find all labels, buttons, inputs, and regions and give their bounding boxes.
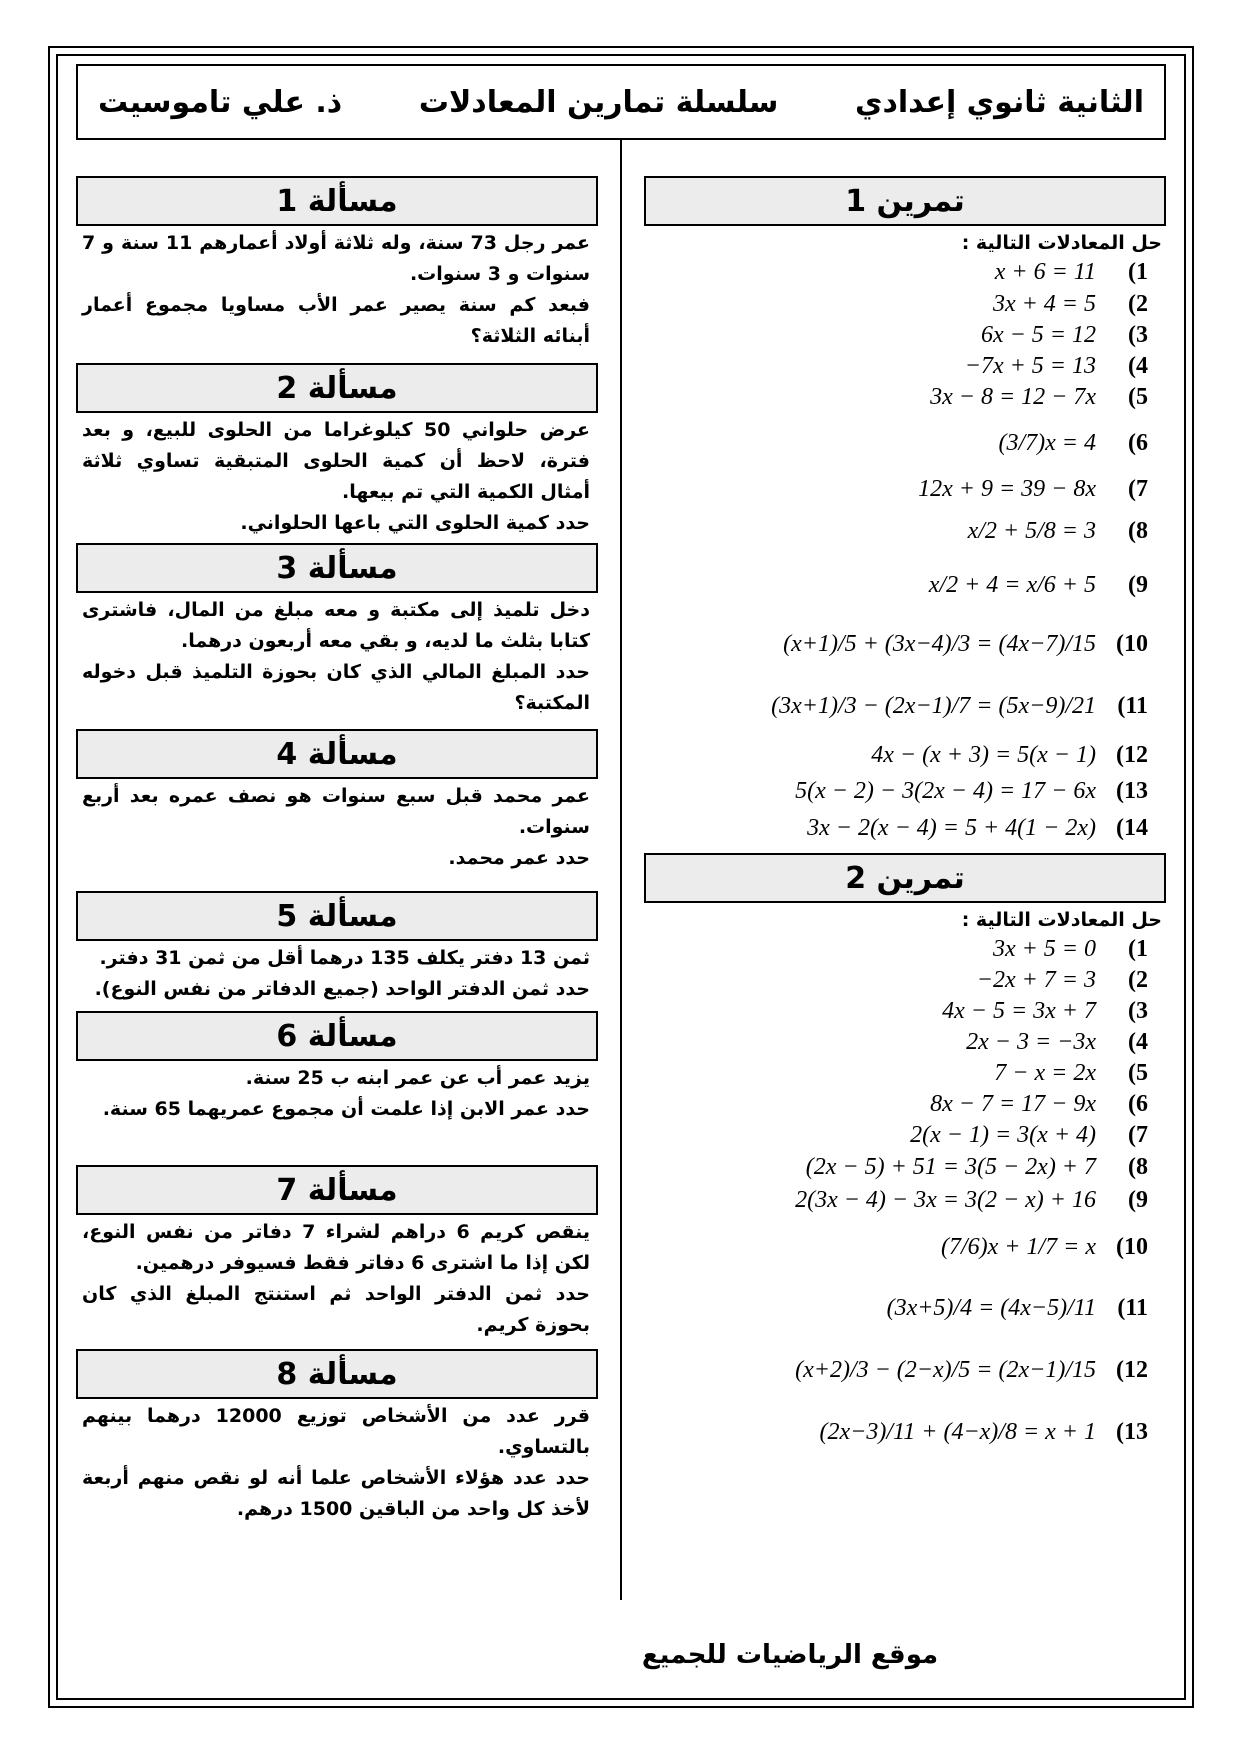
problem-line: حدد ثمن الدفتر الواحد ثم استنتج المبلغ الذي كان بحوزة كريم. bbox=[82, 1283, 590, 1336]
problem-text bbox=[76, 941, 598, 1007]
equation-number: 12) bbox=[1116, 1356, 1148, 1383]
problem-title: مسألة 2 bbox=[76, 363, 598, 413]
equation-number: 5) bbox=[1128, 384, 1148, 410]
equation-item bbox=[644, 473, 1166, 505]
equation-item bbox=[644, 557, 1166, 613]
problem-6 bbox=[76, 1011, 598, 1161]
problem-line: عمر محمد قبل سبع سنوات هو نصف عمره بعد أربع سنوات. bbox=[82, 785, 590, 838]
problem-line: دخل تلميذ إلى مكتبة و معه مبلغ من المال، فاشترى كتابا بثلث ما لديه، و بقي معه أربعون درهما. bbox=[82, 599, 590, 652]
site-footer: موقع الرياضيات للجميع bbox=[641, 1640, 939, 1670]
equation-expression: −2x + 7 = 3 bbox=[976, 967, 1096, 993]
problem-line: حدد عدد هؤلاء الأشخاص علما أنه لو نقص منهم أربعة لأخذ كل واحد من الباقين 1500 درهم. bbox=[82, 1467, 590, 1520]
problem-5 bbox=[76, 891, 598, 1007]
problem-text bbox=[76, 413, 598, 539]
equation-expression: 5(x − 2) − 3(2x − 4) = 17 − 6x bbox=[795, 777, 1096, 804]
equation-item bbox=[644, 320, 1166, 351]
equation-number: 7) bbox=[1128, 475, 1148, 502]
equation-expression: x/2 + 5/8 = 3 bbox=[967, 517, 1096, 544]
problem-line: فبعد كم سنة يصير عمر الأب مساويا مجموع أعمار أبنائه الثلاثة؟ bbox=[82, 294, 590, 347]
equation-number: 10) bbox=[1116, 630, 1148, 657]
equation-expression: 3x + 4 = 5 bbox=[992, 290, 1096, 317]
equation-item bbox=[644, 1217, 1166, 1277]
equation-number: 11) bbox=[1117, 1294, 1148, 1321]
equation-number: 4) bbox=[1128, 353, 1148, 379]
problem-line: حدد عمر محمد. bbox=[448, 847, 590, 869]
equation-item bbox=[644, 1027, 1166, 1058]
problem-text bbox=[76, 593, 598, 725]
equation-expression: 3x − 2(x − 4) = 5 + 4(1 − 2x) bbox=[807, 814, 1096, 841]
problem-line: حدد عمر الابن إذا علمت أن مجموع عمريهما 65 سنة. bbox=[102, 1098, 590, 1120]
equation-item bbox=[644, 1120, 1166, 1151]
equation-number: 12) bbox=[1116, 741, 1148, 768]
column-divider bbox=[620, 140, 622, 1600]
equation-number: 5) bbox=[1128, 1060, 1148, 1086]
series-title: سلسلة تمارين المعادلات bbox=[418, 84, 779, 120]
equation-number: 13) bbox=[1116, 1418, 1148, 1445]
equation-item bbox=[644, 256, 1166, 288]
equation-item bbox=[644, 1339, 1166, 1401]
problem-text bbox=[76, 1061, 598, 1161]
equation-item bbox=[644, 351, 1166, 382]
teacher-name: ذ. علي تاموسيت bbox=[98, 84, 343, 120]
equation-item bbox=[644, 382, 1166, 413]
problem-title: مسألة 8 bbox=[76, 1349, 598, 1399]
equation-expression: 4x − (x + 3) = 5(x − 1) bbox=[871, 741, 1096, 768]
equation-item bbox=[644, 413, 1166, 473]
equation-number: 8) bbox=[1128, 1154, 1148, 1180]
problem-title: مسألة 6 bbox=[76, 1011, 598, 1061]
equation-expression: x/2 + 4 = x/6 + 5 bbox=[928, 571, 1096, 598]
problem-line: حدد المبلغ المالي الذي كان بحوزة التلميذ قبل دخوله المكتبة؟ bbox=[82, 661, 590, 714]
problem-line: حدد ثمن الدفتر الواحد (جميع الدفاتر من نفس النوع). bbox=[94, 978, 590, 1000]
equation-number: 1) bbox=[1128, 935, 1148, 962]
equation-number: 1) bbox=[1128, 258, 1148, 285]
level-label: الثانية ثانوي إعدادي bbox=[854, 84, 1144, 120]
equation-item bbox=[644, 933, 1166, 965]
problem-8 bbox=[76, 1349, 598, 1535]
problem-title: مسألة 1 bbox=[76, 176, 598, 226]
equation-expression: 2(x − 1) = 3(x + 4) bbox=[910, 1122, 1096, 1148]
equation-expression: 2(3x − 4) − 3x = 3(2 − x) + 16 bbox=[795, 1187, 1096, 1213]
exercise-1-intro: حل المعادلات التالية : bbox=[961, 232, 1162, 254]
problem-text bbox=[76, 226, 598, 359]
equation-expression: (x+2)/3 − (2−x)/5 = (2x−1)/15 bbox=[795, 1356, 1096, 1383]
equation-expression: (2x − 5) + 51 = 3(5 − 2x) + 7 bbox=[805, 1154, 1096, 1180]
equation-expression: (7/6)x + 1/7 = x bbox=[940, 1233, 1096, 1260]
problem-title: مسألة 4 bbox=[76, 729, 598, 779]
equation-number: 3) bbox=[1128, 998, 1148, 1024]
problem-line: عرض حلواني 50 كيلوغراما من الحلوى للبيع، و بعد فترة، لاحظ أن كمية الحلوى المتبقية تساوي ثلاثة أمثال الكمية التي تم بيعها. bbox=[82, 419, 590, 503]
equation-number: 6) bbox=[1128, 1091, 1148, 1117]
equation-number: 13) bbox=[1116, 777, 1148, 804]
equation-item bbox=[644, 505, 1166, 557]
problem-text bbox=[76, 1215, 598, 1345]
equation-expression: 6x − 5 = 12 bbox=[980, 322, 1096, 348]
problem-title: مسألة 3 bbox=[76, 543, 598, 593]
equation-number: 11) bbox=[1117, 692, 1148, 719]
exercise-2-intro: حل المعادلات التالية : bbox=[961, 909, 1162, 931]
equation-expression: (3/7)x = 4 bbox=[998, 429, 1096, 456]
equation-expression: 3x + 5 = 0 bbox=[992, 935, 1096, 962]
exercise-2-title: تمرين 2 bbox=[644, 853, 1166, 903]
exercise-2-equations bbox=[644, 933, 1166, 1463]
equation-expression: (2x−3)/11 + (4−x)/8 = x + 1 bbox=[819, 1418, 1096, 1445]
equation-item bbox=[644, 809, 1166, 847]
equation-number: 14) bbox=[1116, 814, 1148, 841]
equation-expression: −7x + 5 = 13 bbox=[964, 353, 1096, 379]
equation-item bbox=[644, 1184, 1166, 1217]
equation-expression: x + 6 = 11 bbox=[994, 258, 1096, 285]
equation-number: 10) bbox=[1116, 1233, 1148, 1260]
equation-expression: 7 − x = 2x bbox=[994, 1060, 1096, 1086]
equation-item bbox=[644, 965, 1166, 996]
problem-7 bbox=[76, 1165, 598, 1345]
problem-line: حدد كمية الحلوى التي باعها الحلواني. bbox=[240, 512, 590, 534]
problem-2 bbox=[76, 363, 598, 539]
exercise-1-title: تمرين 1 bbox=[644, 176, 1166, 226]
problem-text bbox=[76, 1399, 598, 1535]
equation-item bbox=[644, 1151, 1166, 1184]
equation-item bbox=[644, 773, 1166, 809]
equation-number: 7) bbox=[1128, 1122, 1148, 1148]
problems-column bbox=[76, 176, 598, 1539]
page-header bbox=[76, 64, 1166, 140]
equation-number: 8) bbox=[1128, 517, 1148, 544]
equation-expression: (3x+1)/3 − (2x−1)/7 = (5x−9)/21 bbox=[771, 692, 1096, 719]
equation-expression: 2x − 3 = −3x bbox=[966, 1029, 1096, 1055]
equation-item bbox=[644, 1089, 1166, 1120]
problem-line: ثمن 13 دفتر يكلف 135 درهما أقل من ثمن 31 دفتر. bbox=[99, 947, 590, 969]
problem-line: عمر رجل 73 سنة، وله ثلاثة أولاد أعمارهم 11 سنة و 7 سنوات و 3 سنوات. bbox=[82, 232, 591, 285]
equation-expression: 8x − 7 = 17 − 9x bbox=[930, 1091, 1096, 1117]
equation-item bbox=[644, 1058, 1166, 1089]
equation-number: 9) bbox=[1128, 571, 1148, 598]
equation-number: 3) bbox=[1128, 322, 1148, 348]
equation-expression: 4x − 5 = 3x + 7 bbox=[942, 998, 1096, 1024]
equation-item bbox=[644, 675, 1166, 737]
equation-expression: (x+1)/5 + (3x−4)/3 = (4x−7)/15 bbox=[783, 630, 1096, 657]
problem-line: قرر عدد من الأشخاص توزيع 12000 درهما بينهم بالتساوي. bbox=[82, 1405, 590, 1458]
equation-item bbox=[644, 1277, 1166, 1339]
equation-expression: (3x+5)/4 = (4x−5)/11 bbox=[886, 1294, 1096, 1321]
problem-4 bbox=[76, 729, 598, 887]
equation-number: 4) bbox=[1128, 1029, 1148, 1055]
equation-number: 6) bbox=[1128, 429, 1148, 456]
problem-title: مسألة 5 bbox=[76, 891, 598, 941]
problem-title: مسألة 7 bbox=[76, 1165, 598, 1215]
equation-number: 2) bbox=[1128, 290, 1148, 317]
equation-item bbox=[644, 737, 1166, 773]
equation-expression: 3x − 8 = 12 − 7x bbox=[930, 384, 1096, 410]
exercise-1-equations bbox=[644, 256, 1166, 847]
problem-3 bbox=[76, 543, 598, 725]
problem-line: يزيد عمر أب عن عمر ابنه ب 25 سنة. bbox=[245, 1067, 590, 1089]
equation-number: 9) bbox=[1128, 1187, 1148, 1213]
problem-text bbox=[76, 779, 598, 887]
equation-item bbox=[644, 288, 1166, 320]
problem-line: ينقص كريم 6 دراهم لشراء 7 دفاتر من نفس النوع، لكن إذا ما اشترى 6 دفاتر فقط فسيوفر درهمين. bbox=[82, 1221, 590, 1274]
equation-number: 2) bbox=[1128, 967, 1148, 993]
equation-item bbox=[644, 613, 1166, 675]
equation-item bbox=[644, 996, 1166, 1027]
equation-item bbox=[644, 1401, 1166, 1463]
equation-expression: 12x + 9 = 39 − 8x bbox=[918, 475, 1096, 502]
exercises-column bbox=[644, 176, 1166, 1463]
problem-1 bbox=[76, 176, 598, 359]
